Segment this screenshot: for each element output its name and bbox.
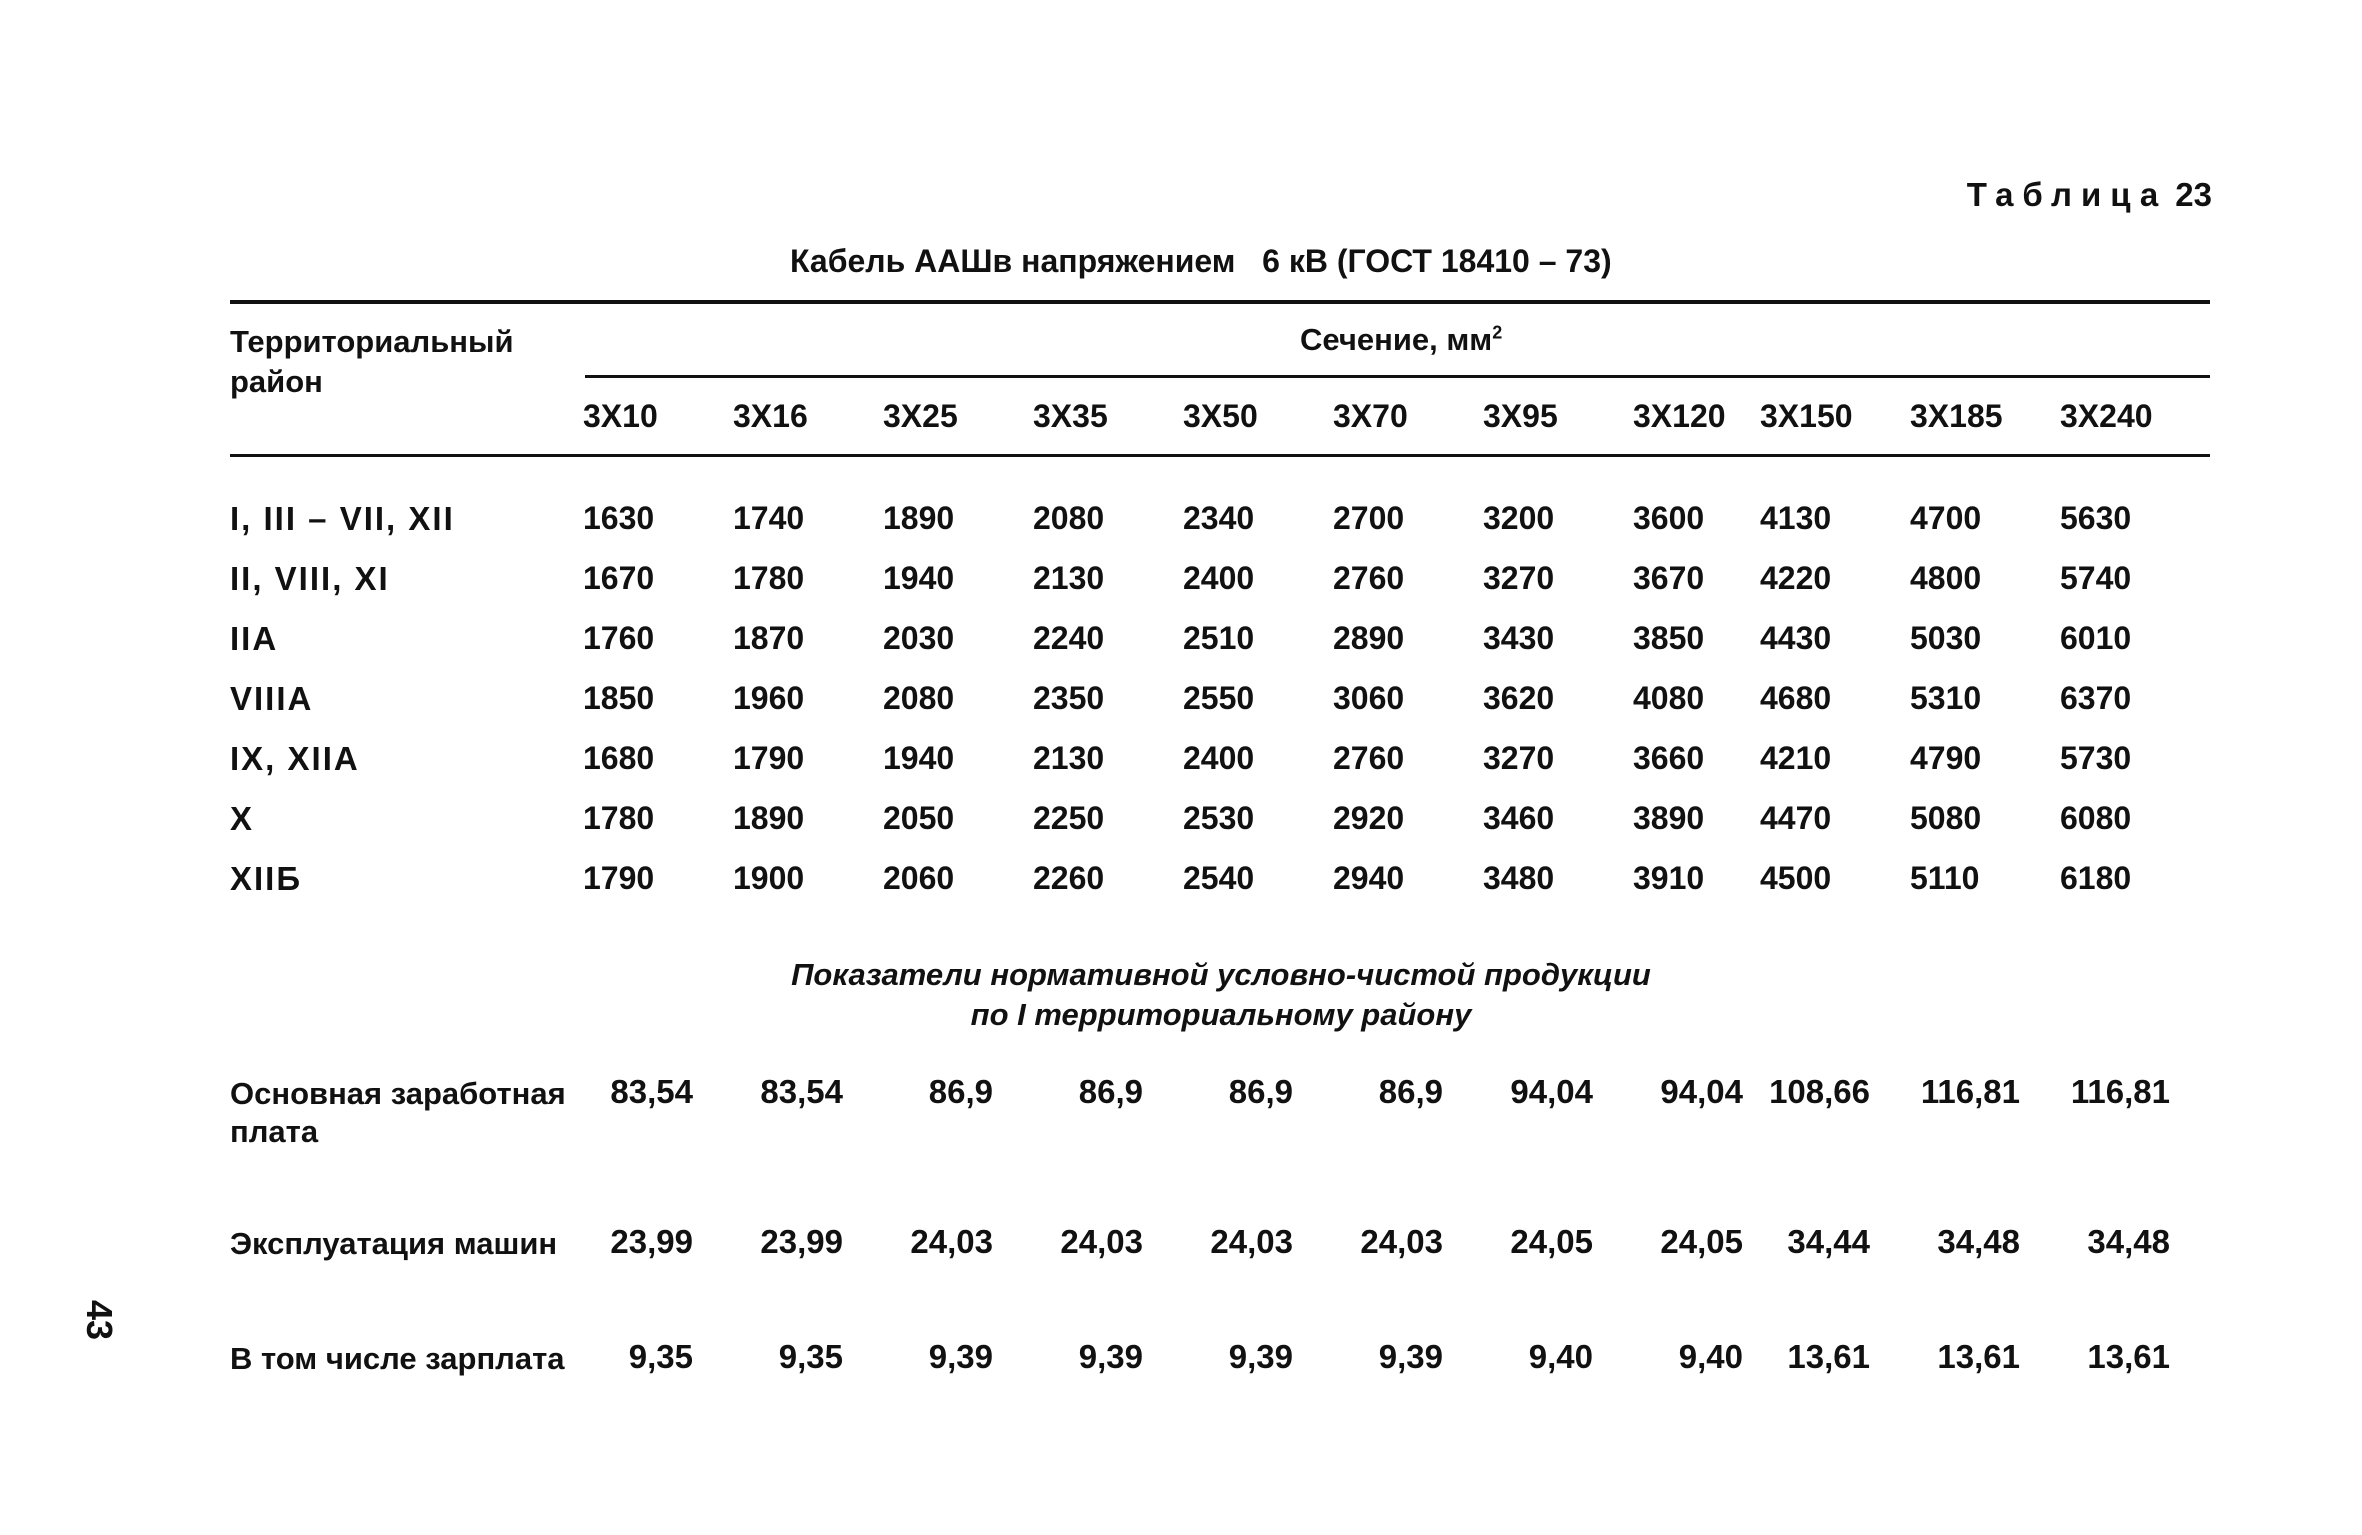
- table-label-text: Таблица: [1966, 176, 2168, 213]
- table-cell: 2340: [1183, 500, 1255, 536]
- table-cell: 2080: [1033, 500, 1105, 536]
- indicator-cell: 24,03: [1210, 1223, 1293, 1260]
- table-cell: 2940: [1333, 860, 1405, 896]
- table-cell: 1890: [733, 800, 805, 836]
- table-cell: 4790: [1910, 740, 1982, 776]
- table-cell: 4800: [1910, 560, 1982, 596]
- table-cell: 2550: [1183, 680, 1255, 716]
- indicator-cell: 34,48: [1937, 1223, 2020, 1260]
- header-bottom-rule: [230, 454, 2210, 457]
- table-cell: 3600: [1633, 500, 1705, 536]
- indicator-cell: 13,61: [1787, 1338, 1870, 1375]
- indicator-cell: 9,39: [928, 1338, 993, 1375]
- table-cell: 2760: [1333, 560, 1405, 596]
- table-cell: 3480: [1483, 860, 1555, 896]
- indicator-cell: 116,81: [2070, 1073, 2170, 1110]
- table-cell: 2260: [1033, 860, 1105, 896]
- table-cell: 2060: [883, 860, 955, 896]
- table-cell: 1850: [583, 680, 655, 716]
- table-number: 23: [2175, 176, 2212, 213]
- top-rule: [230, 300, 2210, 304]
- subtitle-line-2: по I территориальному району: [970, 997, 1472, 1032]
- table-cell: 1790: [733, 740, 805, 776]
- table-cell: 1900: [733, 860, 805, 896]
- table-cell: 1630: [583, 500, 655, 536]
- indicator-label: В том числе зарплата: [230, 1341, 565, 1376]
- table-cell: 2700: [1333, 500, 1405, 536]
- table-cell: 4500: [1760, 860, 1832, 896]
- indicator-label: Эксплуатация машин: [230, 1226, 558, 1261]
- table-cell: 2530: [1183, 800, 1255, 836]
- section-header-sup: 2: [1492, 322, 1503, 343]
- table-cell: 6180: [2060, 860, 2132, 896]
- table-cell: 3200: [1483, 500, 1555, 536]
- indicator-cell: 86,9: [1228, 1073, 1293, 1110]
- column-header: 3Х70: [1333, 398, 1408, 434]
- table-cell: 3460: [1483, 800, 1555, 836]
- column-header: 3Х10: [583, 398, 658, 434]
- table-cell: 2400: [1183, 560, 1255, 596]
- section-header-text: Сечение, мм: [1300, 322, 1493, 357]
- table-cell: 5740: [2060, 560, 2132, 596]
- table-cell: 2240: [1033, 620, 1105, 656]
- indicator-cell: 23,99: [760, 1223, 843, 1260]
- row-region-label: I, III – VII, XII: [230, 500, 455, 537]
- column-header: 3Х185: [1910, 398, 2003, 434]
- indicator-cell: 86,9: [1378, 1073, 1443, 1110]
- document-title: Кабель ААШв напряжением 6 кВ (ГОСТ 18410 – 73): [790, 243, 1612, 279]
- table-cell: 1680: [583, 740, 655, 776]
- indicator-cell: 116,81: [1920, 1073, 2020, 1110]
- table-cell: 3670: [1633, 560, 1705, 596]
- table-cell: 1780: [583, 800, 655, 836]
- indicator-cell: 9,39: [1228, 1338, 1293, 1375]
- table-cell: 3660: [1633, 740, 1705, 776]
- indicator-cell: 24,03: [910, 1223, 993, 1260]
- table-cell: 6080: [2060, 800, 2132, 836]
- table-cell: 3430: [1483, 620, 1555, 656]
- table-cell: 3890: [1633, 800, 1705, 836]
- indicator-cell: 24,05: [1510, 1223, 1593, 1260]
- table-cell: 2920: [1333, 800, 1405, 836]
- table-cell: 5030: [1910, 620, 1982, 656]
- indicator-label: Основная заработная плата: [230, 1076, 566, 1149]
- table-cell: 3270: [1483, 740, 1555, 776]
- table-cell: 5110: [1910, 860, 1980, 896]
- table-cell: 6010: [2060, 620, 2132, 656]
- table-cell: 2130: [1033, 740, 1105, 776]
- table-cell: 2400: [1183, 740, 1255, 776]
- row-region-label: IIA: [230, 620, 279, 657]
- indicator-cell: 34,48: [2087, 1223, 2170, 1260]
- table-cell: 1870: [733, 620, 805, 656]
- row-region-label: IX, XIIA: [230, 740, 360, 777]
- indicator-cell: 83,54: [760, 1073, 843, 1110]
- indicator-cell: 86,9: [928, 1073, 993, 1110]
- table-cell: 6370: [2060, 680, 2132, 716]
- indicator-cell: 9,39: [1378, 1338, 1443, 1375]
- table-cell: 3620: [1483, 680, 1555, 716]
- indicator-cell: 9,39: [1078, 1338, 1143, 1375]
- section-header: [1300, 322, 1502, 358]
- indicator-cell: 24,03: [1360, 1223, 1443, 1260]
- column-header: 3Х25: [883, 398, 958, 434]
- table-cell: 2030: [883, 620, 955, 656]
- column-header: 3Х150: [1760, 398, 1853, 434]
- column-header: 3Х16: [733, 398, 808, 434]
- indicator-cell: 24,03: [1060, 1223, 1143, 1260]
- table-cell: 2050: [883, 800, 955, 836]
- indicator-cell: 108,66: [1769, 1073, 1870, 1110]
- table-cell: 5730: [2060, 740, 2132, 776]
- indicator-cell: 9,40: [1678, 1338, 1743, 1375]
- table-cell: 1740: [733, 500, 805, 536]
- table-cell: 4430: [1760, 620, 1832, 656]
- table-cell: 1890: [883, 500, 955, 536]
- table-cell: 5080: [1910, 800, 1982, 836]
- table-cell: 4470: [1760, 800, 1832, 836]
- indicator-cell: 24,05: [1660, 1223, 1743, 1260]
- indicator-cell: 9,35: [778, 1338, 843, 1375]
- subtitle: [0, 955, 2362, 1035]
- row-region-label: VIIIA: [230, 680, 314, 717]
- indicator-cell: 83,54: [610, 1073, 693, 1110]
- table-cell: 5630: [2060, 500, 2132, 536]
- table-cell: 4220: [1760, 560, 1832, 596]
- column-header: 3Х120: [1633, 398, 1726, 434]
- table-cell: 3060: [1333, 680, 1405, 716]
- table-cell: 5310: [1910, 680, 1982, 716]
- table-cell: 2510: [1183, 620, 1255, 656]
- table-cell: 2890: [1333, 620, 1405, 656]
- indicator-cell: 13,61: [2087, 1338, 2170, 1375]
- table-cell: 1780: [733, 560, 805, 596]
- table-cell: 1940: [883, 740, 955, 776]
- row-region-label: XIIБ: [230, 860, 303, 897]
- indicator-cell: 9,40: [1528, 1338, 1593, 1375]
- table-cell: 4700: [1910, 500, 1982, 536]
- table-cell: 4680: [1760, 680, 1832, 716]
- table-cell: 3270: [1483, 560, 1555, 596]
- indicator-cell: 86,9: [1078, 1073, 1143, 1110]
- row-region-label: X: [230, 800, 255, 837]
- table-cell: 4080: [1633, 680, 1705, 716]
- column-header: 3Х240: [2060, 398, 2153, 434]
- subtitle-line-1: Показатели нормативной условно-чистой продукции: [791, 957, 1651, 992]
- table-cell: 2540: [1183, 860, 1255, 896]
- table-label: [1967, 176, 2212, 214]
- indicator-cell: 94,04: [1510, 1073, 1593, 1110]
- column-header: 3Х50: [1183, 398, 1258, 434]
- column-header: 3Х35: [1033, 398, 1108, 434]
- table-cell: 1760: [583, 620, 655, 656]
- table-cell: 4210: [1760, 740, 1832, 776]
- table-cell: 2250: [1033, 800, 1105, 836]
- table-cell: 4130: [1760, 500, 1832, 536]
- region-header: Территориальный район: [230, 324, 514, 399]
- table-cell: 1790: [583, 860, 655, 896]
- indicator-cell: 34,44: [1787, 1223, 1870, 1260]
- indicator-cell: 9,35: [628, 1338, 693, 1375]
- table-cell: 2760: [1333, 740, 1405, 776]
- table-cell: 2130: [1033, 560, 1105, 596]
- indicator-cell: 94,04: [1660, 1073, 1743, 1110]
- row-region-label: II, VIII, XI: [230, 560, 390, 597]
- table-cell: 2350: [1033, 680, 1105, 716]
- indicator-cell: 23,99: [610, 1223, 693, 1260]
- table-cell: 1960: [733, 680, 805, 716]
- table-cell: 3910: [1633, 860, 1705, 896]
- table-cell: 3850: [1633, 620, 1705, 656]
- column-header: 3Х95: [1483, 398, 1558, 434]
- indicator-cell: 13,61: [1937, 1338, 2020, 1375]
- table-cell: 1670: [583, 560, 655, 596]
- page-number: 43: [79, 1300, 120, 1341]
- table-cell: 2080: [883, 680, 955, 716]
- section-rule: [585, 375, 2210, 378]
- table-cell: 1940: [883, 560, 955, 596]
